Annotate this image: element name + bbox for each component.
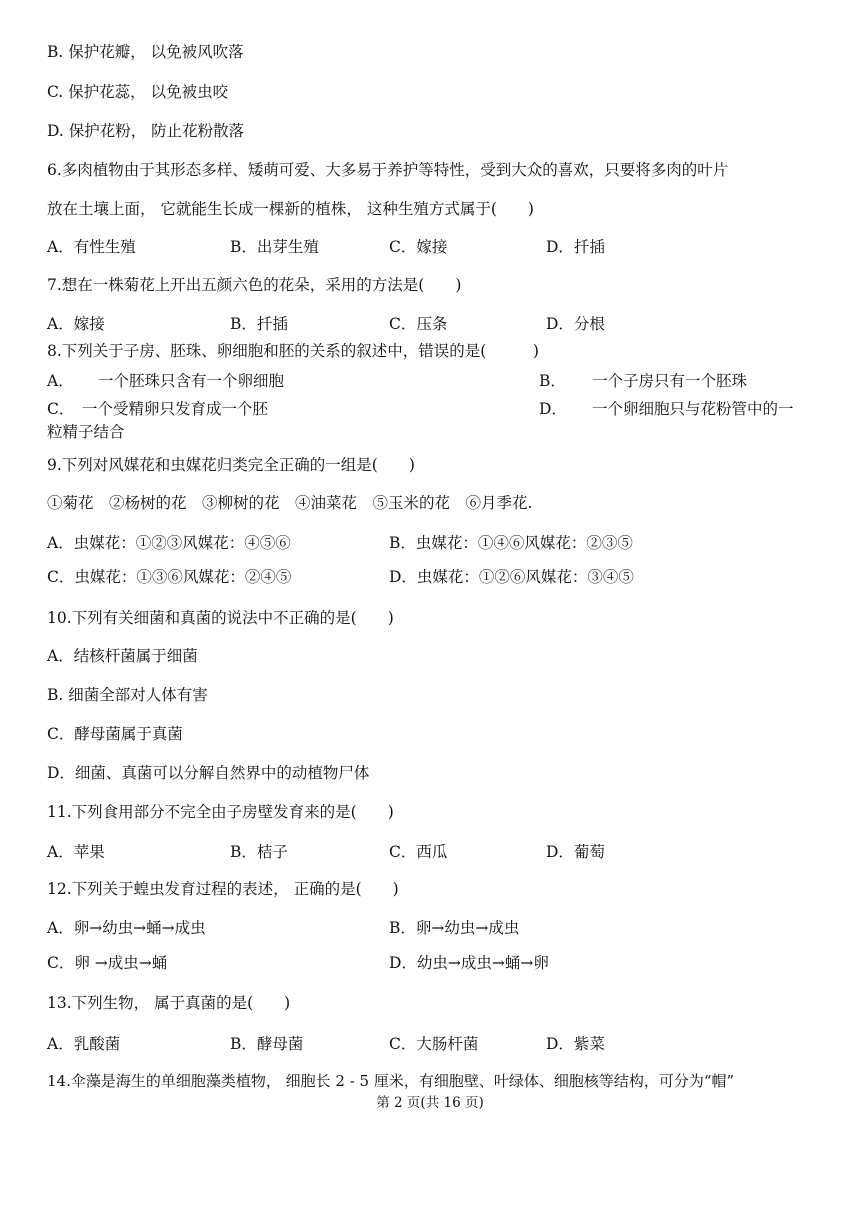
q6-stem-line1: 6.多肉植物由于其形态多样、矮萌可爱、大多易于养护等特性，受到大众的喜欢，只要将多肉的叶片 (47, 161, 729, 179)
q9-option-b: B．虫媒花：①④⑥风媒花：②③⑤ (389, 534, 633, 552)
q7-option-d: D．分根 (546, 315, 605, 333)
q8-option-d-continuation: 粒精子结合 (47, 423, 125, 441)
q6-stem-line2: 放在土壤上面， 它就能生长成一棵新的植株， 这种生殖方式属于( ) (47, 200, 534, 218)
q11-stem: 11.下列食用部分不完全由子房壁发育来的是( ) (47, 803, 394, 821)
q8-option-b-text: 一个子房只有一个胚珠 (592, 372, 748, 390)
q6-option-d: D．扦插 (546, 238, 605, 256)
q9-option-a: A．虫媒花：①②③风媒花：④⑤⑥ (47, 534, 291, 552)
q5-option-c: C. 保护花蕊， 以免被虫咬 (47, 83, 229, 101)
q14-stem-line1: 14.伞藻是海生的单细胞藻类植物， 细胞长 2 - 5 厘米，有细胞壁、叶绿体、细胞核等结构，可分为“帽” (47, 1072, 735, 1090)
q5-option-b: B. 保护花瓣， 以免被风吹落 (47, 43, 244, 61)
q8-option-d-letter: D． (539, 400, 567, 418)
q12-option-b: B．卵→幼虫→成虫 (389, 919, 520, 937)
q13-option-d: D．紫菜 (546, 1035, 605, 1053)
q8-option-c-letter: C． (47, 400, 75, 418)
q6-option-a: A．有性生殖 (47, 238, 136, 256)
q11-option-a: A．苹果 (47, 843, 105, 861)
q9-stem: 9.下列对风媒花和虫媒花归类完全正确的一组是( ) (47, 456, 415, 474)
q13-stem: 13.下列生物， 属于真菌的是( ) (47, 994, 291, 1012)
q13-option-c: C．大肠杆菌 (389, 1035, 479, 1053)
q7-option-b: B．扦插 (230, 315, 288, 333)
q8-option-a-letter: A． (47, 372, 74, 390)
q8-option-d-text: 一个卵细胞只与花粉管中的一 (592, 400, 794, 418)
q11-option-d: D．葡萄 (546, 843, 605, 861)
q12-stem: 12.下列关于蝗虫发育过程的表述， 正确的是( ) (47, 880, 399, 898)
q13-option-a: A．乳酸菌 (47, 1035, 121, 1053)
q10-option-d: D．细菌、真菌可以分解自然界中的动植物尸体 (47, 764, 370, 782)
q11-option-b: B．桔子 (230, 843, 288, 861)
q10-option-c: C．酵母菌属于真菌 (47, 725, 183, 743)
q8-option-a-text: 一个胚珠只含有一个卵细胞 (98, 372, 285, 390)
q9-option-c: C．虫媒花：①③⑥风媒花：②④⑤ (47, 568, 292, 586)
q6-option-b: B．出芽生殖 (230, 238, 319, 256)
q12-option-a: A．卵→幼虫→蛹→成虫 (47, 919, 206, 937)
q8-stem: 8.下列关于子房、胚珠、卵细胞和胚的关系的叙述中，错误的是( ) (47, 342, 539, 360)
q11-option-c: C．西瓜 (389, 843, 448, 861)
q8-option-b-letter: B． (539, 372, 566, 390)
q10-stem: 10.下列有关细菌和真菌的说法中不正确的是( ) (47, 609, 394, 627)
q9-items: ①菊花 ②杨树的花 ③柳树的花 ④油菜花 ⑤玉米的花 ⑥月季花. (47, 494, 533, 512)
q10-option-a: A．结核杆菌属于细菌 (47, 647, 198, 665)
q8-option-c-text: 一个受精卵只发育成一个胚 (82, 400, 269, 418)
page-number-footer: 第 2 页(共 16 页) (376, 1095, 484, 1111)
q10-option-b: B. 细菌全部对人体有害 (47, 686, 208, 704)
q13-option-b: B．酵母菌 (230, 1035, 304, 1053)
q7-option-c: C．压条 (389, 315, 448, 333)
q9-option-d: D．虫媒花：①②⑥风媒花：③④⑤ (389, 568, 634, 586)
q5-option-d: D. 保护花粉， 防止花粉散落 (47, 122, 245, 140)
q12-option-d: D．幼虫→成虫→蛹→卵 (389, 954, 549, 972)
q6-option-c: C．嫁接 (389, 238, 448, 256)
q7-option-a: A．嫁接 (47, 315, 105, 333)
q12-option-c: C．卵 →成虫→蛹 (47, 954, 168, 972)
q7-stem: 7.想在一株菊花上开出五颜六色的花朵，采用的方法是( ) (47, 276, 462, 294)
